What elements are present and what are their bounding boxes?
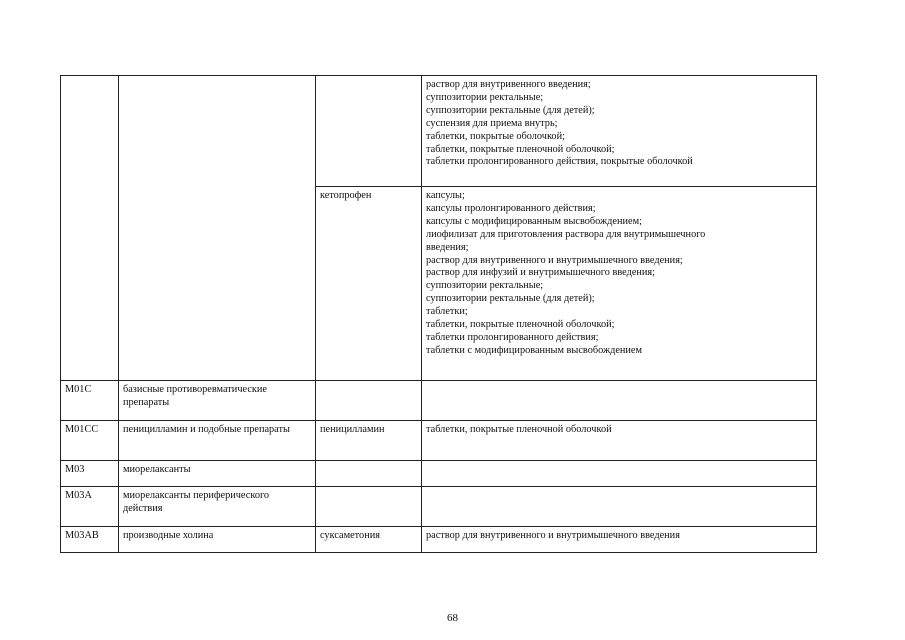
drug-table — [60, 75, 817, 553]
drug-cell — [316, 487, 422, 527]
forms-cell — [422, 381, 817, 421]
forms-cell — [422, 461, 817, 487]
drug-cell — [316, 461, 422, 487]
table-row — [61, 527, 817, 553]
form-line: капсулы; — [426, 190, 465, 201]
drug-cell: кетопрофен — [316, 187, 422, 381]
group-cell: миорелаксанты — [119, 461, 316, 487]
form-line: раствор для внутривенного и внутримышечного введения; — [426, 254, 683, 266]
group-cell: производные холина — [119, 527, 316, 553]
code-cell: M01C — [61, 381, 119, 421]
form-line: суппозитории ректальные; — [426, 280, 544, 292]
form-line: капсулы с модифицированным высвобождением; — [426, 215, 642, 227]
form-line: таблетки, покрытые оболочкой; — [426, 130, 565, 142]
group-cell: миорелаксанты периферического действия — [119, 487, 316, 527]
table-row — [61, 421, 817, 461]
form-line: таблетки, покрытые пленочной оболочкой; — [426, 143, 615, 155]
table-row — [61, 487, 817, 527]
form-line: раствор для внутривенного введения; — [426, 79, 591, 90]
page-number: 68 — [447, 612, 458, 624]
form-line: таблетки пролонгированного действия, покрытые оболочкой — [426, 156, 693, 168]
code-cell: M01CC — [61, 421, 119, 461]
forms-cell — [422, 487, 817, 527]
table-row — [61, 381, 817, 421]
table-row — [61, 461, 817, 487]
forms-cell: раствор для внутривенного и внутримышечного введения — [422, 527, 817, 553]
form-line: таблетки, покрытые пленочной оболочкой; — [426, 319, 615, 331]
drug-cell — [316, 76, 422, 187]
drug-cell: пеницилламин — [316, 421, 422, 461]
form-line: таблетки с модифицированным высвобождением — [426, 344, 643, 356]
form-line: суспензия для приема внутрь; — [426, 117, 558, 129]
table-row — [61, 76, 817, 187]
form-line: раствор для инфузий и внутримышечного введения; — [426, 267, 656, 279]
form-line: капсулы пролонгированного действия; — [426, 202, 596, 214]
form-line: таблетки пролонгированного действия; — [426, 331, 599, 343]
code-cell: M03 — [61, 461, 119, 487]
form-line: лиофилизат для приготовления раствора для внутримышечного — [426, 228, 706, 240]
code-cell: M03A — [61, 487, 119, 527]
group-cell — [119, 76, 316, 381]
form-line: введения; — [426, 241, 469, 253]
drug-cell — [316, 381, 422, 421]
code-cell: M03AB — [61, 527, 119, 553]
form-line: таблетки; — [426, 306, 468, 318]
code-cell — [61, 76, 119, 381]
form-line: суппозитории ректальные; — [426, 91, 544, 103]
form-line: суппозитории ректальные (для детей); — [426, 293, 595, 305]
group-cell: базисные противоревматические препараты — [119, 381, 316, 421]
drug-cell: суксаметония — [316, 527, 422, 553]
forms-cell — [422, 76, 817, 187]
group-cell: пеницилламин и подобные препараты — [119, 421, 316, 461]
forms-cell — [422, 187, 817, 381]
forms-cell: таблетки, покрытые пленочной оболочкой — [422, 421, 817, 461]
form-line: суппозитории ректальные (для детей); — [426, 104, 595, 116]
